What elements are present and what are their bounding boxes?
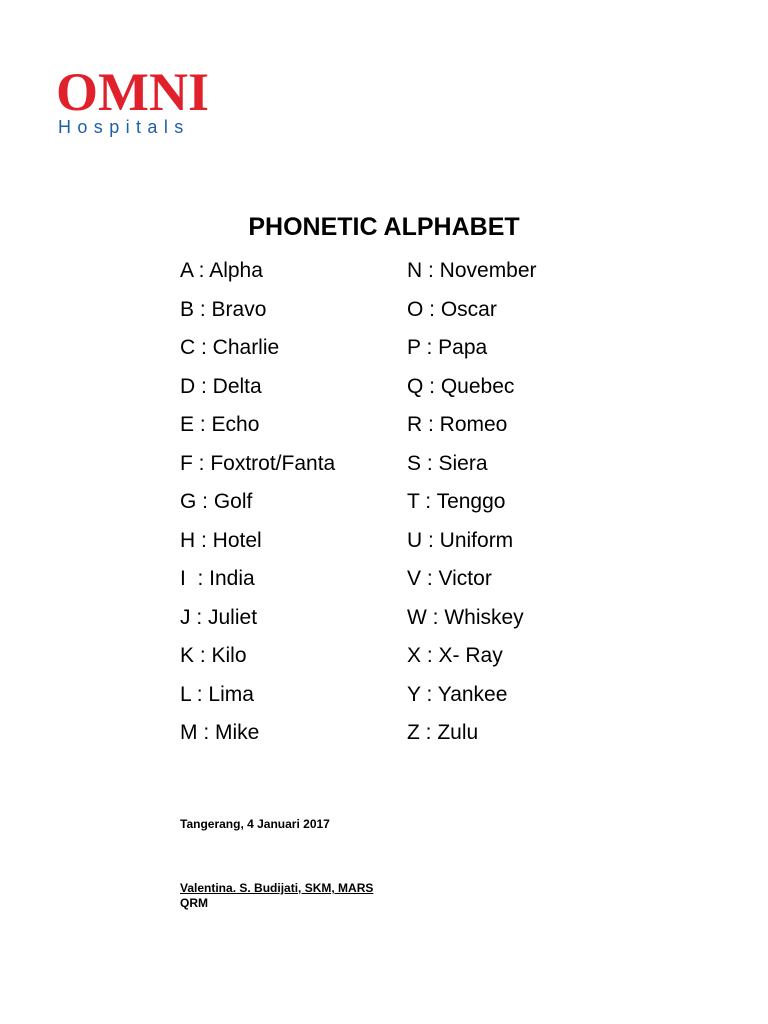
- alphabet-entry: M : Mike: [180, 721, 260, 744]
- alphabet-entry: E : Echo: [180, 413, 260, 436]
- alphabet-entry: P : Papa: [407, 336, 488, 359]
- alphabet-entry: L : Lima: [180, 682, 254, 706]
- alphabet-entry: N : November: [407, 259, 537, 282]
- alphabet-entry: G : Golf: [180, 490, 253, 513]
- alphabet-entry: I : India: [180, 567, 255, 590]
- alphabet-entry: U : Uniform: [407, 528, 514, 552]
- alphabet-entry: A : Alpha: [180, 259, 263, 282]
- alphabet-entry: S : Siera: [407, 451, 488, 475]
- alphabet-entry: D : Delta: [180, 374, 262, 398]
- omni-hospitals-logo: [56, 62, 236, 137]
- alphabet-entry: J : Juliet: [180, 605, 258, 629]
- logo-subtitle: Hospitals: [58, 117, 190, 137]
- alphabet-entry: R : Romeo: [407, 413, 508, 436]
- alphabet-entry: K : Kilo: [180, 644, 247, 667]
- alphabet-entry: C : Charlie: [180, 336, 280, 359]
- alphabet-entry: W : Whiskey: [407, 605, 524, 629]
- alphabet-entry: Y : Yankee: [407, 682, 508, 706]
- alphabet-entry: T : Tenggo: [407, 490, 506, 513]
- signer-name: Valentina. S. Budijati, SKM, MARS: [180, 881, 374, 895]
- alphabet-entry: B : Bravo: [180, 297, 267, 321]
- logo-wordmark: OMNI: [56, 62, 209, 122]
- alphabet-entry: X : X- Ray: [407, 644, 503, 667]
- alphabet-entry: V : Victor: [407, 567, 492, 590]
- page-title: PHONETIC ALPHABET: [248, 213, 520, 241]
- phonetic-alphabet-list: [180, 256, 600, 766]
- alphabet-entry: Q : Quebec: [407, 374, 515, 398]
- alphabet-entry: Z : Zulu: [407, 721, 479, 744]
- alphabet-entry: O : Oscar: [407, 297, 497, 321]
- signer-role: QRM: [180, 896, 208, 910]
- alphabet-entry: F : Foxtrot/Fanta: [180, 451, 336, 475]
- place-and-date: Tangerang, 4 Januari 2017: [180, 817, 330, 831]
- alphabet-entry: H : Hotel: [180, 528, 262, 552]
